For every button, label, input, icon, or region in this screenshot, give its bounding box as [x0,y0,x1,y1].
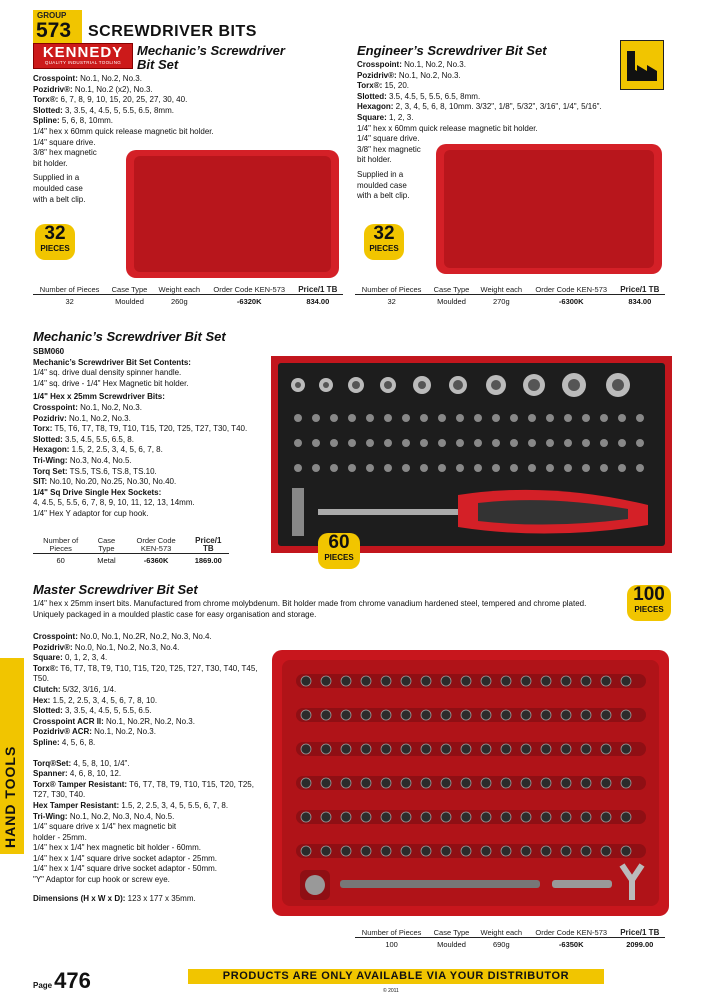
mechanics-set-table: Number of Pieces Case Type Weight each Order Code KEN-573 Price/1 TB 32 Moulded 260g -6320K 834.00 [33,286,343,308]
sbm060-table: Number of Pieces Case Type Order Code KEN-573 Price/1 TB 60 Metal -6360K 1869.00 [33,537,229,567]
mechanics-set-badge: 32 PIECES [35,224,75,260]
master-set-badge: 100 PIECES [627,585,671,621]
page-title: SCREWDRIVER BITS [88,23,257,40]
group-number: 573 [36,19,72,42]
master-set-specs: Crosspoint: No.0, No.1, No.2R, No.2, No.3, No.4. Pozidriv®: No.0, No.1, No.2, No.3, No.4. Square: 0, 1, 2, 3, 4. Torx®: T6, T7, T8, T9, T10, T15, T20, T25, T27, T30, T40, T45, T50. Clutch: 5/32, 3/16, 1/4. Hex: 1.5, 2, 2.5, 3, 4, 5, 6, 7, 8, 10. Slotted: 3, 3.5, 4, 4.5, 5, 5.5, 6.5. Crosspoint ACR II: No.1, No.2R, No.2, No.3. Pozidriv® ACR: No.1, No.2, No.3. Spline: 4, 5, 6, 8. Torq®Set: 4, 5, 8, 10, 1/4". Spanner: 4, 6, 8, 10, 12. Torx® Tamper Resistant: T6, T7, T8, T9, T10, T15, T20, T25, T27, T30, T40. Hex Tamper Resistant: 1.5, 2, 2.5, 3, 4, 5, 5.5, 6, 7, 8. Tri-Wing: No.1, No.2, No.3, No.4, No.5. 1/4" square drive x 1/4" hex magnetic bit holder - 25mm. 1/4" hex x 1/4" hex magnetic bit holder - 60mm. 1/4" hex x 1/4" square drive socket adaptor - 25mm. 1/4" hex x 1/4" square drive socket adaptor - 50mm. "Y" Adaptor for cup hook or screw eye. Dimensions (H x W x D): 123 x 177 x 35mm. [33,632,258,903]
page-number: Page476 [33,968,91,993]
master-set-title: Master Screwdriver Bit Set [33,582,198,597]
master-tray [282,660,659,906]
mechanics-set-specs: Crosspoint: No.1, No.2, No.3. Pozidriv®: No.1, No.2 (x2), No.3. Torx®: 6, 7, 8, 9, 10, 15, 20, 25, 27, 30, 40. Slotted: 3, 3.5, 4, 4.5, 5, 5.5, 6.5, 8mm. Spline: 5, 6, 8, 10mm. 1/4" hex x 60mm quick release magnetic bit holder. 1/4" square drive. 3/8" hex magnetic bit holder. Supplied in a moulded case with a belt clip. [33,74,214,204]
engineers-set-specs: Crosspoint: No.1, No.2, No.3. Pozidriv®: No.1, No.2, No.3. Torx®: 15, 20. Slotted: 3.5, 4.5, 5, 5.5, 6.5, 8mm. Hexagon: 2, 3, 4, 5, 6, 8, 10mm. 3/32", 1/8", 5/32", 3/16", 1/4", 5/16". Square: 1, 2, 3. 1/4" hex x 60mm quick release magnetic bit holder. 1/4" square drive. 3/8" hex magnetic bit holder. Supplied in a moulded case with a belt clip. [357,60,602,201]
copyright: © 2011 [383,988,399,994]
distributor-banner: PRODUCTS ARE ONLY AVAILABLE VIA YOUR DISTRIBUTOR [188,969,604,984]
master-set-image [272,650,669,916]
sbm060-specs: SBM060 Mechanic’s Screwdriver Bit Set Contents: 1/4" sq. drive dual density spinner handle. 1/4" sq. drive - 1/4" Hex Magnetic bit holder. 1/4" Hex x 25mm Screwdriver Bits: Crosspoint: No.1, No.2, No.3. Pozidriv: No.1, No.2, No.3. Torx: T5, T6, T7, T8, T9, T10, T15, T20, T25, T27, T30, T40. Slotted: 3.5, 4.5, 5.5, 6.5, 8. Hexagon: 1.5, 2, 2.5, 3, 4, 5, 6, 7, 8. Tri-Wing: No.3, No.4, No.5. Torq Set: TS.5, TS.6, TS.8, TS.10. SIT: No.10, No.20, No.25, No.30, No.40. 1/4" Sq Drive Single Hex Sockets: 4, 4.5, 5, 5.5, 6, 7, 8, 9, 10, 11, 12, 13, 14mm. 1/4" Hex Y adaptor for cup hook. [33,347,248,518]
group-label: GROUP [37,11,67,20]
engineers-set-badge: 32 PIECES [364,224,404,260]
sbm060-badge: 60 PIECES [318,533,360,569]
sbm060-image [271,356,672,553]
engineers-set-image [436,144,662,274]
bit-tray [444,150,654,268]
sbm060-tray [278,363,665,546]
mechanics-set-title: Mechanic’s Screwdriver Bit Set [137,43,285,72]
mechanics-set-image [126,150,339,278]
group-tag [33,10,82,46]
master-set-intro: 1/4" hex x 25mm insert bits. Manufactured from chrome molybdenum. Bit holder made from chrome vanadium hardened steel, tempered and chrome plated. Uniquely packaged in a moulded plastic case for easy organisation and storage. [33,599,587,619]
brand-logo: KENNEDY QUALITY INDUSTRIAL TOOLING [33,43,133,69]
master-set-table: Number of Pieces Case Type Weight each Order Code KEN-573 Price/1 TB 100 Moulded 690g -6350K 2099.00 [355,929,665,951]
sbm060-title: Mechanic’s Screwdriver Bit Set [33,329,226,344]
side-tab-hand-tools: HAND TOOLS [0,658,24,854]
bit-tray [134,156,331,272]
engineers-set-table: Number of Pieces Case Type Weight each Order Code KEN-573 Price/1 TB 32 Moulded 270g -6300K 834.00 [355,286,665,308]
engineers-set-title: Engineer’s Screwdriver Bit Set [357,43,547,58]
